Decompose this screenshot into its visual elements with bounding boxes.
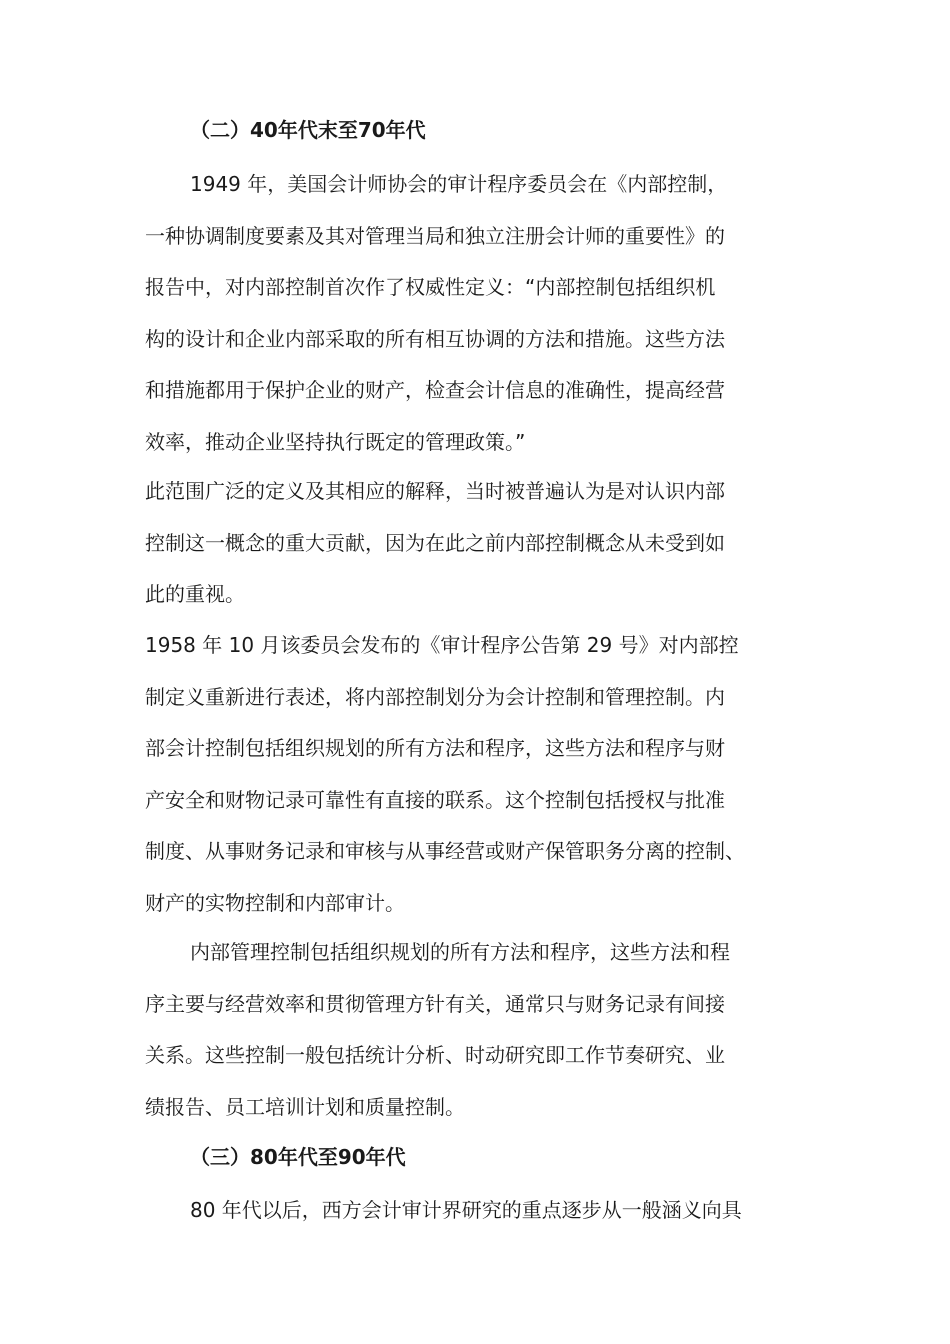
- paragraph-line: 一种协调制度要素及其对管理当局和独立注册会计师的重要性》的: [145, 224, 725, 248]
- paragraph-line: 制定义重新进行表述，将内部控制划分为会计控制和管理控制。内: [145, 685, 725, 709]
- paragraph-line: 绩报告、员工培训计划和质量控制。: [145, 1095, 465, 1119]
- paragraph-line: 此的重视。: [145, 582, 245, 606]
- paragraph-line: 80 年代以后，西方会计审计界研究的重点逐步从一般涵义向具: [190, 1198, 742, 1222]
- section-heading-2: （二）40年代末至70年代: [190, 118, 426, 142]
- paragraph-line: 内部管理控制包括组织规划的所有方法和程序，这些方法和程: [190, 940, 730, 964]
- paragraph-line: 序主要与经营效率和贯彻管理方针有关，通常只与财务记录有间接: [145, 992, 725, 1016]
- paragraph-line: 构的设计和企业内部采取的所有相互协调的方法和措施。这些方法: [145, 327, 725, 351]
- paragraph-line: 产安全和财物记录可靠性有直接的联系。这个控制包括授权与批准: [145, 788, 725, 812]
- paragraph-line: 关系。这些控制一般包括统计分析、时动研究即工作节奏研究、业: [145, 1043, 725, 1067]
- paragraph-line: 效率，推动企业坚持执行既定的管理政策。”: [145, 430, 526, 454]
- paragraph-line: 报告中，对内部控制首次作了权威性定义：“内部控制包括组织机: [145, 275, 716, 299]
- paragraph-line: 制度、从事财务记录和审核与从事经营或财产保管职务分离的控制、: [145, 839, 745, 863]
- paragraph-line: 控制这一概念的重大贡献，因为在此之前内部控制概念从未受到如: [145, 531, 725, 555]
- paragraph-line: 部会计控制包括组织规划的所有方法和程序，这些方法和程序与财: [145, 736, 725, 760]
- section-heading-3: （三）80年代至90年代: [190, 1145, 406, 1169]
- paragraph-line: 财产的实物控制和内部审计。: [145, 891, 405, 915]
- paragraph-line: 和措施都用于保护企业的财产，检查会计信息的准确性，提高经营: [145, 378, 725, 402]
- paragraph-line: 1958 年 10 月该委员会发布的《审计程序公告第 29 号》对内部控: [145, 633, 739, 657]
- paragraph-line: 此范围广泛的定义及其相应的解释，当时被普遍认为是对认识内部: [145, 479, 725, 503]
- paragraph-line: 1949 年，美国会计师协会的审计程序委员会在《内部控制，: [190, 172, 728, 196]
